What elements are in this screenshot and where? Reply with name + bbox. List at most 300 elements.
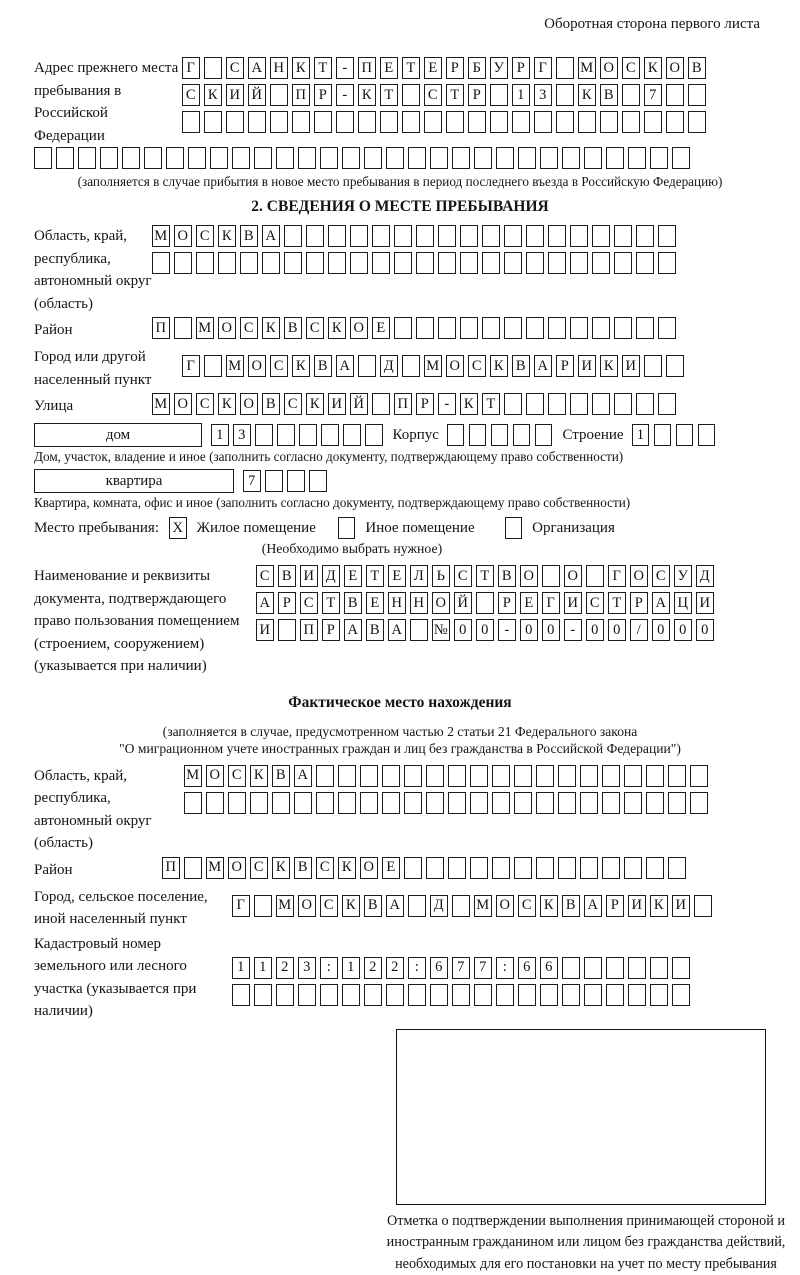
char-cell[interactable]: Е bbox=[380, 57, 398, 79]
char-cell[interactable]: М bbox=[424, 355, 442, 377]
char-cell[interactable]: Р bbox=[606, 895, 624, 917]
char-cell[interactable]: С bbox=[306, 317, 324, 339]
char-cell[interactable]: Т bbox=[314, 57, 332, 79]
char-cell[interactable]: К bbox=[218, 225, 236, 247]
char-cell[interactable] bbox=[372, 393, 390, 415]
char-cell[interactable] bbox=[592, 252, 610, 274]
char-cell[interactable]: М bbox=[152, 393, 170, 415]
char-cell[interactable] bbox=[688, 84, 706, 106]
char-cell[interactable] bbox=[386, 984, 404, 1006]
char-cell[interactable]: К bbox=[460, 393, 478, 415]
char-cell[interactable] bbox=[78, 147, 96, 169]
char-cell[interactable] bbox=[416, 225, 434, 247]
char-cell[interactable] bbox=[556, 57, 574, 79]
char-cell[interactable] bbox=[152, 252, 170, 274]
char-cell[interactable] bbox=[690, 792, 708, 814]
char-cell[interactable] bbox=[526, 252, 544, 274]
char-cell[interactable] bbox=[228, 792, 246, 814]
char-cell[interactable]: О bbox=[174, 225, 192, 247]
char-cell[interactable] bbox=[365, 424, 383, 446]
char-cell[interactable]: О bbox=[206, 765, 224, 787]
char-cell[interactable]: Ь bbox=[432, 565, 450, 587]
char-cell[interactable] bbox=[430, 984, 448, 1006]
char-cell[interactable] bbox=[298, 147, 316, 169]
char-cell[interactable]: В bbox=[272, 765, 290, 787]
char-cell[interactable] bbox=[526, 317, 544, 339]
char-cell[interactable]: 0 bbox=[608, 619, 626, 641]
char-cell[interactable] bbox=[350, 252, 368, 274]
char-cell[interactable]: О bbox=[350, 317, 368, 339]
char-cell[interactable] bbox=[628, 957, 646, 979]
char-cell[interactable] bbox=[284, 252, 302, 274]
char-cell[interactable]: 0 bbox=[454, 619, 472, 641]
char-cell[interactable] bbox=[474, 147, 492, 169]
char-cell[interactable] bbox=[342, 147, 360, 169]
char-cell[interactable]: С bbox=[652, 565, 670, 587]
char-cell[interactable]: Т bbox=[608, 592, 626, 614]
char-cell[interactable]: А bbox=[262, 225, 280, 247]
char-cell[interactable]: В bbox=[498, 565, 516, 587]
char-cell[interactable] bbox=[358, 355, 376, 377]
char-cell[interactable] bbox=[460, 252, 478, 274]
char-cell[interactable] bbox=[636, 393, 654, 415]
char-cell[interactable] bbox=[372, 225, 390, 247]
char-cell[interactable] bbox=[658, 225, 676, 247]
char-cell[interactable] bbox=[240, 252, 258, 274]
char-cell[interactable]: Р bbox=[556, 355, 574, 377]
char-cell[interactable]: М bbox=[474, 895, 492, 917]
char-cell[interactable] bbox=[482, 317, 500, 339]
char-cell[interactable] bbox=[470, 857, 488, 879]
char-cell[interactable] bbox=[226, 111, 244, 133]
char-cell[interactable]: И bbox=[696, 592, 714, 614]
char-cell[interactable] bbox=[338, 765, 356, 787]
char-cell[interactable]: 1 bbox=[254, 957, 272, 979]
char-cell[interactable]: - bbox=[438, 393, 456, 415]
char-cell[interactable] bbox=[278, 619, 296, 641]
char-cell[interactable] bbox=[438, 317, 456, 339]
char-cell[interactable] bbox=[536, 765, 554, 787]
char-cell[interactable] bbox=[438, 225, 456, 247]
char-cell[interactable]: О bbox=[248, 355, 266, 377]
char-cell[interactable] bbox=[196, 252, 214, 274]
char-cell[interactable]: 3 bbox=[534, 84, 552, 106]
char-cell[interactable] bbox=[184, 857, 202, 879]
char-cell[interactable]: - bbox=[336, 84, 354, 106]
char-cell[interactable]: С bbox=[586, 592, 604, 614]
char-cell[interactable] bbox=[636, 317, 654, 339]
char-cell[interactable] bbox=[570, 393, 588, 415]
char-cell[interactable]: 0 bbox=[652, 619, 670, 641]
char-cell[interactable]: К bbox=[600, 355, 618, 377]
char-cell[interactable] bbox=[309, 470, 327, 492]
char-cell[interactable]: У bbox=[674, 565, 692, 587]
char-cell[interactable] bbox=[474, 984, 492, 1006]
char-cell[interactable] bbox=[628, 147, 646, 169]
char-cell[interactable] bbox=[676, 424, 694, 446]
char-cell[interactable] bbox=[287, 470, 305, 492]
char-cell[interactable]: К bbox=[490, 355, 508, 377]
char-cell[interactable] bbox=[430, 147, 448, 169]
char-cell[interactable] bbox=[402, 355, 420, 377]
char-cell[interactable]: : bbox=[496, 957, 514, 979]
char-cell[interactable]: К bbox=[292, 355, 310, 377]
char-cell[interactable] bbox=[424, 111, 442, 133]
char-cell[interactable]: Д bbox=[322, 565, 340, 587]
char-cell[interactable] bbox=[556, 111, 574, 133]
char-cell[interactable] bbox=[404, 792, 422, 814]
char-cell[interactable] bbox=[380, 111, 398, 133]
char-cell[interactable] bbox=[314, 111, 332, 133]
char-cell[interactable] bbox=[513, 424, 531, 446]
char-cell[interactable]: К bbox=[250, 765, 268, 787]
char-cell[interactable] bbox=[292, 111, 310, 133]
char-cell[interactable] bbox=[491, 424, 509, 446]
char-cell[interactable] bbox=[460, 225, 478, 247]
char-cell[interactable] bbox=[338, 517, 356, 539]
char-cell[interactable] bbox=[650, 147, 668, 169]
char-cell[interactable]: А bbox=[294, 765, 312, 787]
char-cell[interactable] bbox=[504, 317, 522, 339]
char-cell[interactable] bbox=[688, 111, 706, 133]
char-cell[interactable]: 3 bbox=[298, 957, 316, 979]
char-cell[interactable] bbox=[338, 792, 356, 814]
char-cell[interactable]: 0 bbox=[586, 619, 604, 641]
char-cell[interactable]: В bbox=[562, 895, 580, 917]
char-cell[interactable]: 7 bbox=[452, 957, 470, 979]
char-cell[interactable]: Т bbox=[476, 565, 494, 587]
char-cell[interactable]: Т bbox=[482, 393, 500, 415]
char-cell[interactable]: М bbox=[578, 57, 596, 79]
char-cell[interactable]: Т bbox=[322, 592, 340, 614]
char-cell[interactable] bbox=[614, 252, 632, 274]
char-cell[interactable]: И bbox=[622, 355, 640, 377]
char-cell[interactable]: Р bbox=[416, 393, 434, 415]
char-cell[interactable] bbox=[426, 792, 444, 814]
char-cell[interactable]: Т bbox=[446, 84, 464, 106]
char-cell[interactable]: Н bbox=[410, 592, 428, 614]
char-cell[interactable] bbox=[540, 147, 558, 169]
char-cell[interactable] bbox=[526, 225, 544, 247]
char-cell[interactable] bbox=[204, 111, 222, 133]
char-cell[interactable] bbox=[100, 147, 118, 169]
char-cell[interactable]: Е bbox=[372, 317, 390, 339]
char-cell[interactable]: К bbox=[650, 895, 668, 917]
char-cell[interactable] bbox=[518, 984, 536, 1006]
char-cell[interactable] bbox=[504, 393, 522, 415]
char-cell[interactable] bbox=[650, 957, 668, 979]
char-cell[interactable]: 0 bbox=[476, 619, 494, 641]
char-cell[interactable] bbox=[272, 792, 290, 814]
char-cell[interactable]: В bbox=[600, 84, 618, 106]
char-cell[interactable]: - bbox=[564, 619, 582, 641]
char-cell[interactable]: 1 bbox=[342, 957, 360, 979]
char-cell[interactable] bbox=[404, 765, 422, 787]
char-cell[interactable]: У bbox=[490, 57, 508, 79]
char-cell[interactable] bbox=[255, 424, 273, 446]
char-cell[interactable] bbox=[358, 111, 376, 133]
char-cell[interactable] bbox=[668, 857, 686, 879]
char-cell[interactable] bbox=[580, 857, 598, 879]
char-cell[interactable] bbox=[248, 111, 266, 133]
char-cell[interactable]: Р bbox=[498, 592, 516, 614]
char-cell[interactable]: М bbox=[152, 225, 170, 247]
char-cell[interactable] bbox=[606, 957, 624, 979]
char-cell[interactable]: О bbox=[174, 393, 192, 415]
char-cell[interactable] bbox=[654, 424, 672, 446]
char-cell[interactable] bbox=[174, 317, 192, 339]
char-cell[interactable]: С bbox=[284, 393, 302, 415]
char-cell[interactable] bbox=[650, 984, 668, 1006]
char-cell[interactable]: О bbox=[228, 857, 246, 879]
char-cell[interactable] bbox=[306, 252, 324, 274]
char-cell[interactable]: К bbox=[272, 857, 290, 879]
char-cell[interactable]: В bbox=[512, 355, 530, 377]
char-cell[interactable] bbox=[416, 317, 434, 339]
char-cell[interactable]: С bbox=[196, 225, 214, 247]
char-cell[interactable] bbox=[602, 857, 620, 879]
char-cell[interactable]: С bbox=[622, 57, 640, 79]
char-cell[interactable]: 7 bbox=[474, 957, 492, 979]
char-cell[interactable] bbox=[580, 765, 598, 787]
char-cell[interactable]: 1 bbox=[232, 957, 250, 979]
char-cell[interactable] bbox=[482, 225, 500, 247]
char-cell[interactable]: - bbox=[336, 57, 354, 79]
char-cell[interactable]: С bbox=[226, 57, 244, 79]
char-cell[interactable] bbox=[452, 984, 470, 1006]
char-cell[interactable]: О bbox=[240, 393, 258, 415]
char-cell[interactable] bbox=[262, 252, 280, 274]
char-cell[interactable]: С bbox=[256, 565, 274, 587]
char-cell[interactable]: В bbox=[262, 393, 280, 415]
char-cell[interactable] bbox=[658, 393, 676, 415]
char-cell[interactable] bbox=[558, 765, 576, 787]
char-cell[interactable] bbox=[452, 147, 470, 169]
char-cell[interactable] bbox=[328, 252, 346, 274]
char-cell[interactable] bbox=[666, 84, 684, 106]
char-cell[interactable]: О bbox=[564, 565, 582, 587]
char-cell[interactable] bbox=[394, 317, 412, 339]
char-cell[interactable] bbox=[496, 147, 514, 169]
char-cell[interactable] bbox=[408, 895, 426, 917]
char-cell[interactable]: П bbox=[394, 393, 412, 415]
char-cell[interactable]: С bbox=[320, 895, 338, 917]
char-cell[interactable]: Р bbox=[314, 84, 332, 106]
char-cell[interactable]: Ц bbox=[674, 592, 692, 614]
char-cell[interactable]: М bbox=[276, 895, 294, 917]
char-cell[interactable]: П bbox=[300, 619, 318, 641]
char-cell[interactable] bbox=[690, 765, 708, 787]
char-cell[interactable] bbox=[535, 424, 553, 446]
char-cell[interactable] bbox=[668, 792, 686, 814]
char-cell[interactable] bbox=[394, 225, 412, 247]
char-cell[interactable]: Й bbox=[454, 592, 472, 614]
char-cell[interactable] bbox=[232, 147, 250, 169]
char-cell[interactable]: М bbox=[196, 317, 214, 339]
char-cell[interactable] bbox=[606, 984, 624, 1006]
char-cell[interactable] bbox=[321, 424, 339, 446]
char-cell[interactable]: С bbox=[454, 565, 472, 587]
char-cell[interactable]: А bbox=[534, 355, 552, 377]
char-cell[interactable]: К bbox=[342, 895, 360, 917]
char-cell[interactable]: С bbox=[424, 84, 442, 106]
char-cell[interactable] bbox=[342, 984, 360, 1006]
char-cell[interactable]: С bbox=[182, 84, 200, 106]
char-cell[interactable]: И bbox=[328, 393, 346, 415]
char-cell[interactable]: Е bbox=[344, 565, 362, 587]
char-cell[interactable] bbox=[514, 857, 532, 879]
char-cell[interactable]: Р bbox=[446, 57, 464, 79]
char-cell[interactable] bbox=[270, 84, 288, 106]
char-cell[interactable]: С bbox=[468, 355, 486, 377]
char-cell[interactable] bbox=[592, 225, 610, 247]
char-cell[interactable] bbox=[534, 111, 552, 133]
char-cell[interactable]: 0 bbox=[520, 619, 538, 641]
char-cell[interactable]: Т bbox=[380, 84, 398, 106]
char-cell[interactable]: К bbox=[328, 317, 346, 339]
char-cell[interactable] bbox=[204, 57, 222, 79]
char-cell[interactable] bbox=[410, 619, 428, 641]
char-cell[interactable] bbox=[364, 147, 382, 169]
char-cell[interactable] bbox=[584, 984, 602, 1006]
char-cell[interactable]: В bbox=[314, 355, 332, 377]
char-cell[interactable]: Г bbox=[608, 565, 626, 587]
char-cell[interactable]: О bbox=[600, 57, 618, 79]
char-cell[interactable] bbox=[646, 765, 664, 787]
char-cell[interactable] bbox=[570, 317, 588, 339]
char-cell[interactable]: 6 bbox=[518, 957, 536, 979]
char-cell[interactable] bbox=[482, 252, 500, 274]
char-cell[interactable] bbox=[646, 857, 664, 879]
char-cell[interactable]: С bbox=[300, 592, 318, 614]
char-cell[interactable] bbox=[542, 565, 560, 587]
char-cell[interactable] bbox=[328, 225, 346, 247]
char-cell[interactable] bbox=[416, 252, 434, 274]
char-cell[interactable]: Г bbox=[182, 57, 200, 79]
char-cell[interactable] bbox=[548, 393, 566, 415]
char-cell[interactable]: А bbox=[386, 895, 404, 917]
char-cell[interactable] bbox=[584, 147, 602, 169]
char-cell[interactable] bbox=[602, 792, 620, 814]
char-cell[interactable]: К bbox=[306, 393, 324, 415]
char-cell[interactable]: А bbox=[584, 895, 602, 917]
char-cell[interactable] bbox=[504, 225, 522, 247]
char-cell[interactable] bbox=[360, 792, 378, 814]
char-cell[interactable] bbox=[438, 252, 456, 274]
char-cell[interactable] bbox=[364, 984, 382, 1006]
char-cell[interactable]: 7 bbox=[644, 84, 662, 106]
char-cell[interactable] bbox=[548, 225, 566, 247]
char-cell[interactable] bbox=[447, 424, 465, 446]
char-cell[interactable] bbox=[144, 147, 162, 169]
char-cell[interactable]: К bbox=[358, 84, 376, 106]
char-cell[interactable]: В bbox=[278, 565, 296, 587]
char-cell[interactable]: М bbox=[206, 857, 224, 879]
char-cell[interactable] bbox=[600, 111, 618, 133]
char-cell[interactable]: К bbox=[540, 895, 558, 917]
char-cell[interactable]: И bbox=[578, 355, 596, 377]
char-cell[interactable] bbox=[518, 147, 536, 169]
char-cell[interactable] bbox=[514, 765, 532, 787]
char-cell[interactable] bbox=[504, 252, 522, 274]
char-cell[interactable] bbox=[658, 317, 676, 339]
char-cell[interactable]: X bbox=[169, 517, 187, 539]
char-cell[interactable] bbox=[592, 317, 610, 339]
char-cell[interactable] bbox=[586, 565, 604, 587]
char-cell[interactable] bbox=[614, 225, 632, 247]
char-cell[interactable] bbox=[512, 111, 530, 133]
char-cell[interactable]: В bbox=[364, 895, 382, 917]
char-cell[interactable]: С bbox=[240, 317, 258, 339]
char-cell[interactable]: 0 bbox=[696, 619, 714, 641]
char-cell[interactable] bbox=[299, 424, 317, 446]
char-cell[interactable]: О bbox=[218, 317, 236, 339]
char-cell[interactable]: О bbox=[630, 565, 648, 587]
char-cell[interactable] bbox=[122, 147, 140, 169]
char-cell[interactable] bbox=[492, 792, 510, 814]
char-cell[interactable]: И bbox=[226, 84, 244, 106]
char-cell[interactable]: С bbox=[518, 895, 536, 917]
char-cell[interactable] bbox=[206, 792, 224, 814]
char-cell[interactable]: : bbox=[320, 957, 338, 979]
char-cell[interactable]: А bbox=[248, 57, 266, 79]
char-cell[interactable]: О bbox=[446, 355, 464, 377]
char-cell[interactable] bbox=[562, 984, 580, 1006]
char-cell[interactable]: Д bbox=[696, 565, 714, 587]
char-cell[interactable]: И bbox=[628, 895, 646, 917]
char-cell[interactable]: - bbox=[498, 619, 516, 641]
char-cell[interactable]: 0 bbox=[542, 619, 560, 641]
char-cell[interactable] bbox=[614, 317, 632, 339]
char-cell[interactable] bbox=[614, 393, 632, 415]
char-cell[interactable]: П bbox=[358, 57, 376, 79]
char-cell[interactable] bbox=[446, 111, 464, 133]
char-cell[interactable]: А bbox=[344, 619, 362, 641]
char-cell[interactable]: Е bbox=[366, 592, 384, 614]
char-cell[interactable] bbox=[672, 957, 690, 979]
char-cell[interactable]: С bbox=[250, 857, 268, 879]
char-cell[interactable]: Н bbox=[270, 57, 288, 79]
char-cell[interactable] bbox=[562, 957, 580, 979]
char-cell[interactable]: 2 bbox=[364, 957, 382, 979]
char-cell[interactable] bbox=[536, 857, 554, 879]
char-cell[interactable] bbox=[570, 252, 588, 274]
char-cell[interactable]: Р bbox=[630, 592, 648, 614]
char-cell[interactable]: С bbox=[316, 857, 334, 879]
char-cell[interactable]: И bbox=[564, 592, 582, 614]
char-cell[interactable]: / bbox=[630, 619, 648, 641]
char-cell[interactable]: 1 bbox=[632, 424, 650, 446]
char-cell[interactable] bbox=[470, 765, 488, 787]
char-cell[interactable]: 2 bbox=[276, 957, 294, 979]
char-cell[interactable] bbox=[492, 765, 510, 787]
char-cell[interactable] bbox=[298, 984, 316, 1006]
char-cell[interactable] bbox=[294, 792, 312, 814]
char-cell[interactable] bbox=[658, 252, 676, 274]
char-cell[interactable]: Г bbox=[534, 57, 552, 79]
char-cell[interactable] bbox=[526, 393, 544, 415]
char-cell[interactable] bbox=[476, 592, 494, 614]
char-cell[interactable] bbox=[490, 111, 508, 133]
char-cell[interactable] bbox=[350, 225, 368, 247]
char-cell[interactable]: П bbox=[292, 84, 310, 106]
char-cell[interactable]: Й bbox=[350, 393, 368, 415]
char-cell[interactable]: Г bbox=[542, 592, 560, 614]
char-cell[interactable] bbox=[584, 957, 602, 979]
char-cell[interactable]: С bbox=[228, 765, 246, 787]
char-cell[interactable] bbox=[382, 765, 400, 787]
char-cell[interactable]: О bbox=[666, 57, 684, 79]
